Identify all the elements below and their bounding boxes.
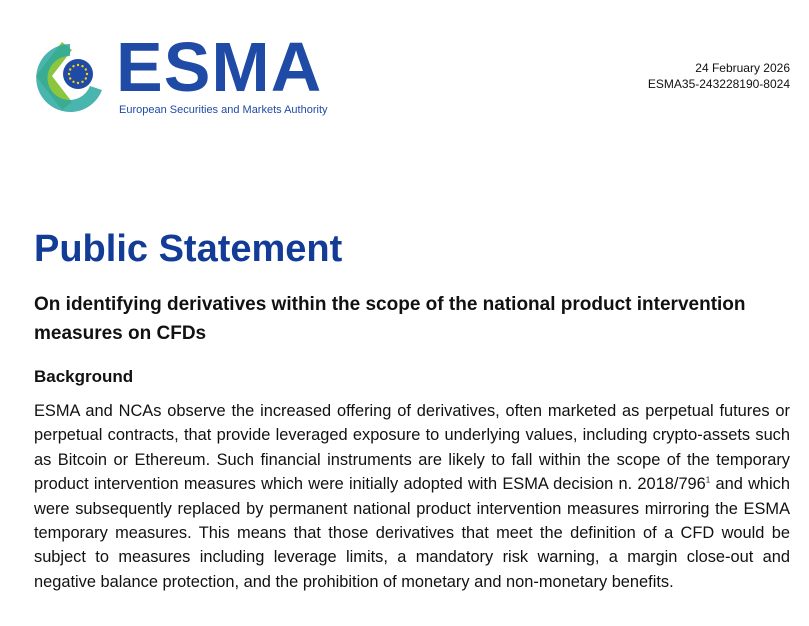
paragraph-text-part1: ESMA and NCAs observe the increased offering of derivatives, often marketed as perpetual futures or perpetual contracts, that provide leveraged exposure to underlying values, including crypto-assets such as Bitcoin or Ethereum. Such financial instruments are likely to fall within the scope of the temporary product intervention measures which were initially adopted with ESMA decision n. 2018/796	[34, 402, 790, 494]
page-title: Public Statement	[34, 228, 343, 270]
document-date: 24 February 2026	[695, 61, 790, 75]
footnote-reference[interactable]: 1	[705, 475, 711, 485]
background-paragraph	[34, 399, 790, 594]
paragraph-text-part2: and which were subsequently replaced by permanent national product intervention measures mirroring the ESMA temporary measures. This means that those derivatives that meet the definition of a CFD would be subject to measures including leverage limits, a mandatory risk warning, a margin close-out and negative balance protection, and the prohibition of monetary and non-monetary benefits.	[34, 475, 790, 591]
esma-logo	[32, 28, 342, 120]
esma-emblem-icon	[32, 38, 104, 118]
logo-subtitle: European Securities and Markets Authority	[119, 104, 328, 116]
document-meta	[648, 60, 790, 92]
section-heading-background: Background	[34, 367, 134, 386]
document-subtitle: On identifying derivatives within the scope of the national product intervention measures on CFDs	[34, 294, 746, 344]
document-reference: ESMA35-243228190-8024	[647, 77, 790, 91]
logo-wordmark: ESMA	[116, 28, 323, 106]
